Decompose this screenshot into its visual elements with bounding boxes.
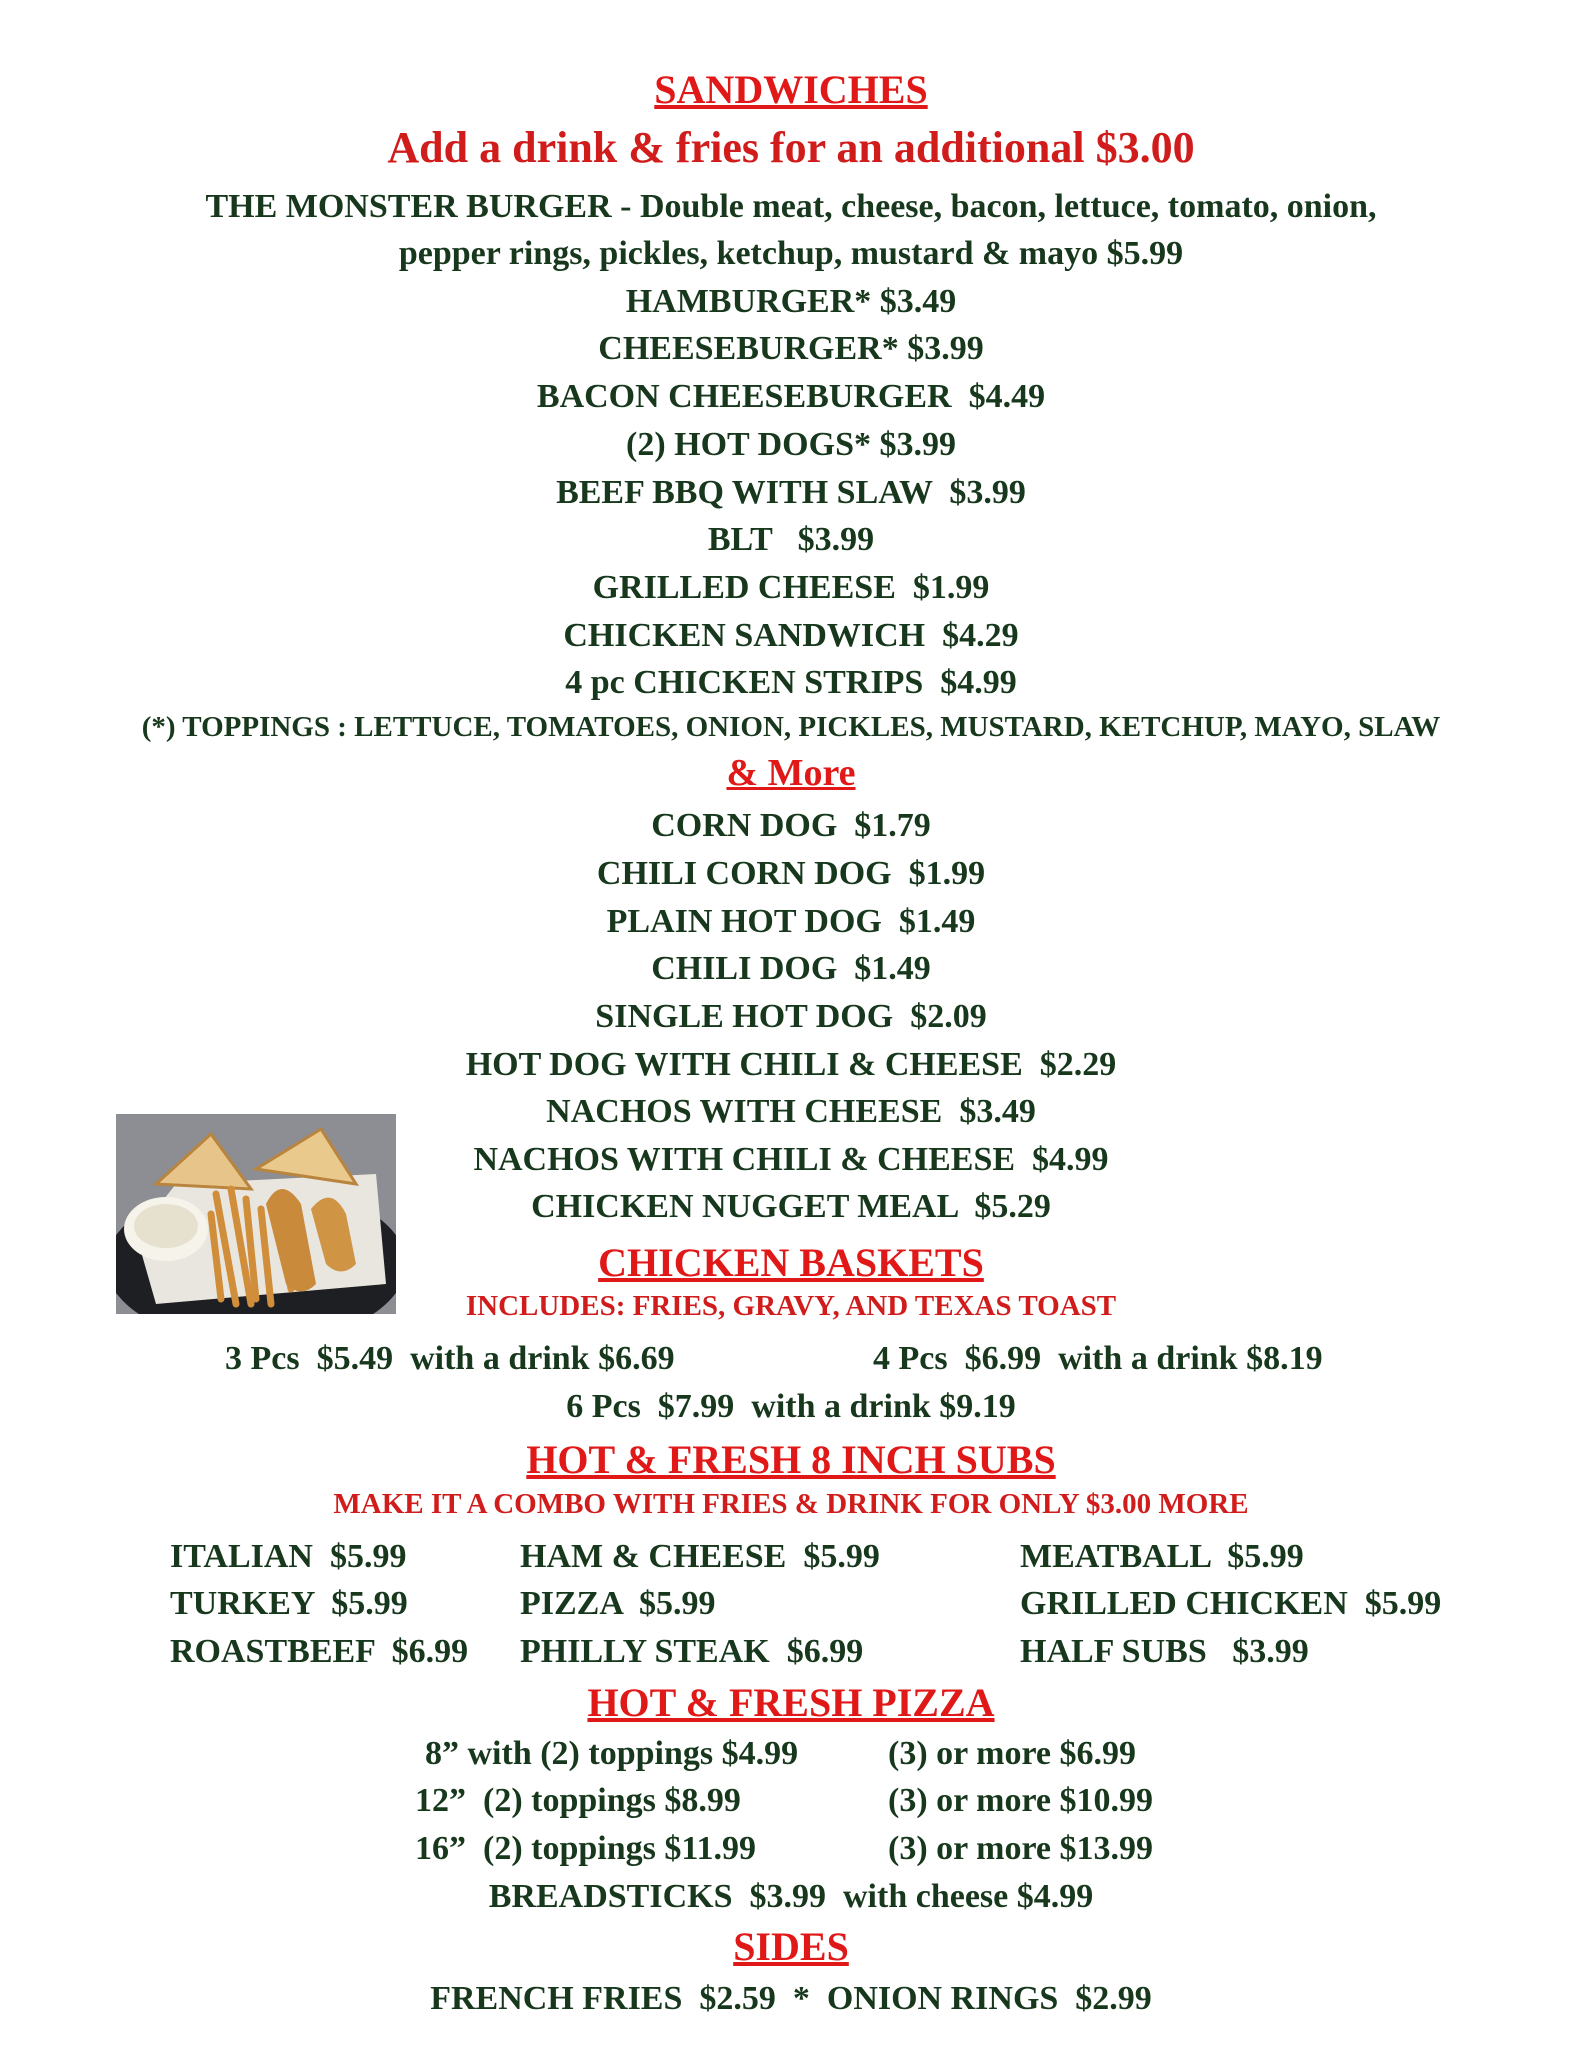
sub-item: TURKEY $5.99	[170, 1585, 408, 1622]
chicken-basket-icon	[116, 1114, 396, 1314]
pizza-more-toppings: (3) or more $13.99	[888, 1830, 1154, 1867]
menu-item: HOT DOG WITH CHILI & CHEESE $2.29	[465, 1046, 1117, 1083]
menu-item: CHICKEN NUGGET MEAL $5.29	[531, 1188, 1051, 1225]
pizza-size: 16” (2) toppings $11.99	[415, 1830, 756, 1867]
menu-item: CHILI CORN DOG $1.99	[596, 855, 986, 892]
subs-combo-note: MAKE IT A COMBO WITH FRIES & DRINK FOR ONLY $3.00 MORE	[333, 1488, 1249, 1520]
monster-burger-line-2: pepper rings, pickles, ketchup, mustard & mayo $5.99	[398, 235, 1184, 272]
sub-item: HALF SUBS $3.99	[1020, 1633, 1309, 1670]
breadsticks-item: BREADSTICKS $3.99 with cheese $4.99	[488, 1878, 1094, 1915]
menu-item: BACON CHEESEBURGER $4.49	[536, 378, 1046, 415]
menu-item: 4 pc CHICKEN STRIPS $4.99	[565, 664, 1017, 701]
menu-item: BEEF BBQ WITH SLAW $3.99	[556, 474, 1026, 511]
menu-item: CORN DOG $1.79	[651, 807, 931, 844]
more-heading: & More	[726, 752, 856, 794]
sub-item: GRILLED CHICKEN $5.99	[1020, 1585, 1442, 1622]
sub-item: HAM & CHEESE $5.99	[520, 1538, 880, 1575]
menu-item: HAMBURGER* $3.49	[625, 283, 957, 320]
chicken-baskets-heading: CHICKEN BASKETS	[598, 1240, 984, 1285]
menu-item: CHICKEN SANDWICH $4.29	[563, 617, 1019, 654]
pizza-more-toppings: (3) or more $10.99	[888, 1782, 1154, 1819]
pizza-heading: HOT & FRESH PIZZA	[587, 1680, 995, 1725]
sub-item: PIZZA $5.99	[520, 1585, 716, 1622]
menu-item: CHILI DOG $1.49	[651, 950, 931, 987]
pizza-size: 8” with (2) toppings $4.99	[425, 1735, 799, 1772]
menu-item: GRILLED CHEESE $1.99	[592, 569, 990, 606]
sides-heading: SIDES	[733, 1924, 849, 1969]
sub-item: ITALIAN $5.99	[170, 1538, 407, 1575]
menu-item: (2) HOT DOGS* $3.99	[626, 426, 956, 463]
chicken-baskets-includes: INCLUDES: FRIES, GRAVY, AND TEXAS TOAST	[465, 1290, 1117, 1322]
chicken-basket-3pc: 3 Pcs $5.49 with a drink $6.69	[225, 1340, 675, 1377]
menu-item: NACHOS WITH CHILI & CHEESE $4.99	[473, 1141, 1109, 1178]
chicken-basket-4pc: 4 Pcs $6.99 with a drink $8.19	[873, 1340, 1323, 1377]
subs-heading: HOT & FRESH 8 INCH SUBS	[526, 1437, 1056, 1482]
toppings-note: (*) TOPPINGS : LETTUCE, TOMATOES, ONION, PICKLES, MUSTARD, KETCHUP, MAYO, SLAW	[141, 711, 1441, 743]
sub-item: ROASTBEEF $6.99	[170, 1633, 469, 1670]
pizza-more-toppings: (3) or more $6.99	[888, 1735, 1137, 1772]
menu-item: BLT $3.99	[707, 521, 875, 558]
sub-item: PHILLY STEAK $6.99	[520, 1633, 864, 1670]
monster-burger-line-1: THE MONSTER BURGER - Double meat, cheese, bacon, lettuce, tomato, onion,	[205, 188, 1377, 225]
sandwiches-addon-note: Add a drink & fries for an additional $3.00	[387, 123, 1195, 172]
menu-item: NACHOS WITH CHEESE $3.49	[546, 1093, 1036, 1130]
menu-item: PLAIN HOT DOG $1.49	[606, 903, 976, 940]
menu-item: SINGLE HOT DOG $2.09	[595, 998, 987, 1035]
menu-item: CHEESEBURGER* $3.99	[598, 330, 984, 367]
sandwiches-heading: SANDWICHES	[654, 67, 928, 112]
sides-items: FRENCH FRIES $2.59 * ONION RINGS $2.99	[430, 1980, 1152, 2017]
chicken-basket-6pc: 6 Pcs $7.99 with a drink $9.19	[566, 1388, 1016, 1425]
chicken-basket-photo	[116, 1114, 396, 1314]
pizza-size: 12” (2) toppings $8.99	[415, 1782, 741, 1819]
sub-item: MEATBALL $5.99	[1020, 1538, 1304, 1575]
